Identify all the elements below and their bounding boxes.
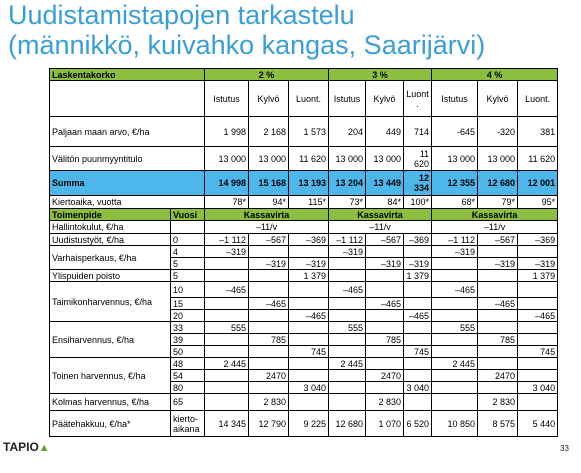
value-cell — [366, 310, 404, 322]
operation-label: Ylispuiden poisto — [50, 270, 171, 282]
value-cell: 555 — [329, 322, 366, 334]
value-cell: 100* — [404, 196, 432, 209]
value-cell: 11 620 — [518, 147, 558, 171]
title-line-2: (männikkö, kuivahko kangas, Saarijärvi) — [8, 30, 486, 60]
value-cell: 2470 — [366, 370, 404, 382]
value-cell: –465 — [249, 298, 289, 310]
value-cell — [366, 322, 404, 334]
value-cell: –319 — [366, 258, 404, 270]
table-row — [50, 209, 558, 221]
value-cell: -320 — [478, 117, 518, 147]
row-label: Välitön puunmyyntitulo — [50, 147, 205, 171]
value-cell — [366, 270, 404, 282]
year-cell: kierto- aikana — [171, 411, 205, 437]
value-cell: 714 — [404, 117, 432, 147]
value-cell — [329, 382, 366, 394]
value-cell — [518, 394, 558, 411]
method-header: Luont. — [518, 81, 558, 117]
logo-text: TAPIO — [3, 440, 39, 454]
value-cell — [329, 346, 366, 358]
tree-icon: ▲ — [38, 442, 50, 454]
year-cell: 15 — [171, 298, 205, 310]
value-cell: –465 — [289, 310, 329, 322]
operation-label: Kolmas harvennus, €/ha — [50, 394, 171, 411]
table-row — [50, 147, 558, 171]
value-cell — [432, 310, 478, 322]
value-cell — [289, 246, 329, 258]
value-cell: –319 — [478, 258, 518, 270]
table-row — [50, 322, 558, 334]
value-cell: 6 520 — [404, 411, 432, 437]
value-cell: 1 379 — [289, 270, 329, 282]
value-cell: 9 225 — [289, 411, 329, 437]
value-cell: 2 830 — [249, 394, 289, 411]
value-cell — [478, 270, 518, 282]
value-cell: 13 204 — [329, 171, 366, 196]
value-cell: –1 112 — [432, 234, 478, 246]
value-cell: 13 000 — [478, 147, 518, 171]
cost-table — [49, 68, 558, 437]
year-cell: 50 — [171, 346, 205, 358]
value-cell — [432, 382, 478, 394]
value-cell — [518, 370, 558, 382]
value-cell — [249, 358, 289, 370]
value-cell — [478, 282, 518, 298]
value-cell: 2 168 — [249, 117, 289, 147]
value-cell — [478, 246, 518, 258]
year-cell: 39 — [171, 334, 205, 346]
table-row — [50, 234, 558, 246]
value-cell — [432, 270, 478, 282]
value-cell — [289, 282, 329, 298]
table-row — [50, 270, 558, 282]
title-line-1: Uudistamistapojen tarkastelu — [8, 0, 355, 30]
value-cell — [329, 270, 366, 282]
value-cell: 1 998 — [205, 117, 249, 147]
value-cell — [329, 310, 366, 322]
section-col-vuosi: Vuosi — [171, 209, 205, 221]
value-cell — [518, 282, 558, 298]
value-cell — [366, 246, 404, 258]
value-cell — [366, 358, 404, 370]
value-cell — [205, 370, 249, 382]
value-cell — [289, 370, 329, 382]
table-row — [50, 221, 558, 234]
value-cell — [432, 394, 478, 411]
value-cell: 68* — [432, 196, 478, 209]
method-header: Istutus — [329, 81, 366, 117]
value-cell: –465 — [205, 282, 249, 298]
value-cell: –319 — [289, 258, 329, 270]
value-cell — [249, 282, 289, 298]
value-cell — [329, 298, 366, 310]
table-row — [50, 358, 558, 370]
value-cell: –319 — [249, 258, 289, 270]
value-cell: 12 355 — [432, 171, 478, 196]
value-cell: 2 445 — [432, 358, 478, 370]
value-cell — [478, 310, 518, 322]
method-header: Kylvö — [366, 81, 404, 117]
value-cell — [249, 346, 289, 358]
value-cell — [205, 394, 249, 411]
cashflow-header: Kassavirta — [205, 209, 329, 221]
value-cell: 8 575 — [478, 411, 518, 437]
method-header: Istutus — [205, 81, 249, 117]
value-cell: 745 — [289, 346, 329, 358]
value-cell — [432, 346, 478, 358]
value-cell — [478, 358, 518, 370]
value-cell: 73* — [329, 196, 366, 209]
value-cell: 78* — [205, 196, 249, 209]
year-cell: 48 — [171, 358, 205, 370]
table-row — [50, 171, 558, 196]
table-row — [50, 81, 558, 117]
operation-label: Ensiharvennus, €/ha — [50, 322, 171, 358]
value-cell: 1 379 — [404, 270, 432, 282]
value-cell — [249, 246, 289, 258]
year-cell: 65 — [171, 394, 205, 411]
value-cell — [366, 346, 404, 358]
value-cell — [404, 282, 432, 298]
value-cell — [289, 334, 329, 346]
value-cell — [432, 298, 478, 310]
method-header: Istutus — [432, 81, 478, 117]
cashflow-span-cell: –11/v — [329, 221, 432, 234]
value-cell: 15 168 — [249, 171, 289, 196]
year-cell: 33 — [171, 322, 205, 334]
value-cell: 2 830 — [366, 394, 404, 411]
value-cell: 95* — [518, 196, 558, 209]
table-row — [50, 246, 558, 258]
value-cell — [366, 382, 404, 394]
header-label: Laskentakorko — [50, 69, 205, 81]
year-cell: 54 — [171, 370, 205, 382]
value-cell — [518, 358, 558, 370]
value-cell: 94* — [249, 196, 289, 209]
operation-label: Päätehakkuu, €/ha* — [50, 411, 171, 437]
value-cell — [404, 394, 432, 411]
value-cell: 11 620 — [404, 147, 432, 171]
operation-label: Hallintokulut, €/ha — [50, 221, 171, 234]
value-cell: 79* — [478, 196, 518, 209]
row-label: Kiertoaika, vuotta — [50, 196, 205, 209]
value-cell: 13 449 — [366, 171, 404, 196]
page-number: 33 — [560, 444, 569, 453]
value-cell: 449 — [366, 117, 404, 147]
rate-header: 3 % — [329, 69, 432, 81]
value-cell — [404, 298, 432, 310]
value-cell — [518, 334, 558, 346]
value-cell: 12 680 — [329, 411, 366, 437]
value-cell — [329, 258, 366, 270]
value-cell: –319 — [205, 246, 249, 258]
value-cell — [205, 270, 249, 282]
table-row — [50, 69, 558, 81]
cashflow-span-cell: –11/v — [205, 221, 329, 234]
value-cell — [249, 322, 289, 334]
value-cell: 2470 — [249, 370, 289, 382]
value-cell: 10 850 — [432, 411, 478, 437]
value-cell: 1 379 — [518, 270, 558, 282]
value-cell — [289, 394, 329, 411]
blank-cell — [50, 81, 205, 117]
value-cell: 13 000 — [205, 147, 249, 171]
table-row — [50, 282, 558, 298]
value-cell: 13 193 — [289, 171, 329, 196]
value-cell: 14 345 — [205, 411, 249, 437]
value-cell — [205, 346, 249, 358]
value-cell: 5 440 — [518, 411, 558, 437]
value-cell — [289, 358, 329, 370]
value-cell: –319 — [329, 246, 366, 258]
year-cell: 4 — [171, 246, 205, 258]
value-cell: –319 — [518, 258, 558, 270]
row-label: Summa — [50, 171, 205, 196]
slide-title — [8, 0, 578, 60]
value-cell — [329, 370, 366, 382]
value-cell: 3 040 — [289, 382, 329, 394]
value-cell: –465 — [329, 282, 366, 298]
value-cell: –465 — [432, 282, 478, 298]
value-cell: –567 — [478, 234, 518, 246]
value-cell — [518, 322, 558, 334]
value-cell — [432, 334, 478, 346]
operation-label: Taimikonharvennus, €/ha — [50, 282, 171, 322]
value-cell: 2 830 — [478, 394, 518, 411]
value-cell — [478, 322, 518, 334]
value-cell — [249, 310, 289, 322]
value-cell: 785 — [478, 334, 518, 346]
value-cell: 11 620 — [289, 147, 329, 171]
value-cell: –369 — [289, 234, 329, 246]
value-cell: –1 112 — [329, 234, 366, 246]
value-cell: 785 — [249, 334, 289, 346]
value-cell: 13 000 — [366, 147, 404, 171]
value-cell — [205, 258, 249, 270]
method-header: Luont. — [289, 81, 329, 117]
value-cell: 745 — [404, 346, 432, 358]
value-cell: 13 000 — [432, 147, 478, 171]
value-cell: -645 — [432, 117, 478, 147]
value-cell — [518, 298, 558, 310]
value-cell — [518, 246, 558, 258]
value-cell: 3 040 — [518, 382, 558, 394]
value-cell: 3 040 — [404, 382, 432, 394]
operation-label: Uudistustyöt, €/ha — [50, 234, 171, 246]
value-cell — [329, 394, 366, 411]
value-cell: –465 — [366, 298, 404, 310]
year-cell: 20 — [171, 310, 205, 322]
value-cell: –369 — [518, 234, 558, 246]
value-cell — [249, 382, 289, 394]
value-cell: 13 000 — [249, 147, 289, 171]
value-cell: 84* — [366, 196, 404, 209]
value-cell: 12 001 — [518, 171, 558, 196]
value-cell: 13 000 — [329, 147, 366, 171]
operation-label: Toinen harvennus, €/ha — [50, 358, 171, 394]
value-cell: –319 — [404, 258, 432, 270]
value-cell — [289, 298, 329, 310]
value-cell: –369 — [404, 234, 432, 246]
year-cell: 10 — [171, 282, 205, 298]
value-cell — [478, 382, 518, 394]
value-cell: 204 — [329, 117, 366, 147]
value-cell: 555 — [205, 322, 249, 334]
year-cell: 80 — [171, 382, 205, 394]
value-cell — [404, 322, 432, 334]
value-cell: –465 — [478, 298, 518, 310]
operation-label: Varhaisperkaus, €/ha — [50, 246, 171, 270]
method-header: Kylvö — [478, 81, 518, 117]
value-cell: 14 998 — [205, 171, 249, 196]
value-cell: 1 573 — [289, 117, 329, 147]
value-cell — [329, 334, 366, 346]
value-cell — [205, 334, 249, 346]
value-cell: 785 — [366, 334, 404, 346]
year-cell: 5 — [171, 270, 205, 282]
value-cell: 12 680 — [478, 171, 518, 196]
year-cell: 0 — [171, 234, 205, 246]
value-cell: –465 — [404, 310, 432, 322]
cashflow-header: Kassavirta — [432, 209, 558, 221]
value-cell — [205, 298, 249, 310]
value-cell: 745 — [518, 346, 558, 358]
table-row — [50, 394, 558, 411]
value-cell: –1 112 — [205, 234, 249, 246]
table-row — [50, 411, 558, 437]
table-row — [50, 117, 558, 147]
value-cell — [404, 334, 432, 346]
value-cell: 381 — [518, 117, 558, 147]
value-cell — [205, 310, 249, 322]
value-cell: 2 445 — [329, 358, 366, 370]
value-cell: –465 — [518, 310, 558, 322]
value-cell — [432, 370, 478, 382]
value-cell: –567 — [249, 234, 289, 246]
value-cell: 12 334 — [404, 171, 432, 196]
method-header: Luont . — [404, 81, 432, 117]
value-cell: 12 790 — [249, 411, 289, 437]
value-cell — [249, 270, 289, 282]
value-cell: 555 — [432, 322, 478, 334]
value-cell: 2470 — [478, 370, 518, 382]
section-col-toimenpide: Toimenpide — [50, 209, 171, 221]
table-row — [50, 196, 558, 209]
value-cell — [478, 346, 518, 358]
rate-header: 2 % — [205, 69, 329, 81]
value-cell — [432, 258, 478, 270]
value-cell — [404, 246, 432, 258]
cashflow-span-cell: –11/v — [432, 221, 558, 234]
cashflow-header: Kassavirta — [329, 209, 432, 221]
value-cell: 2 445 — [205, 358, 249, 370]
year-cell — [171, 221, 205, 234]
rate-header: 4 % — [432, 69, 558, 81]
value-cell — [404, 370, 432, 382]
value-cell: 1 070 — [366, 411, 404, 437]
tapio-logo — [3, 440, 50, 454]
value-cell — [205, 382, 249, 394]
value-cell: –567 — [366, 234, 404, 246]
year-cell: 5 — [171, 258, 205, 270]
value-cell: –319 — [432, 246, 478, 258]
value-cell — [404, 358, 432, 370]
value-cell — [289, 322, 329, 334]
row-label: Paljaan maan arvo, €/ha — [50, 117, 205, 147]
method-header: Kylvö — [249, 81, 289, 117]
value-cell: 115* — [289, 196, 329, 209]
value-cell — [366, 282, 404, 298]
